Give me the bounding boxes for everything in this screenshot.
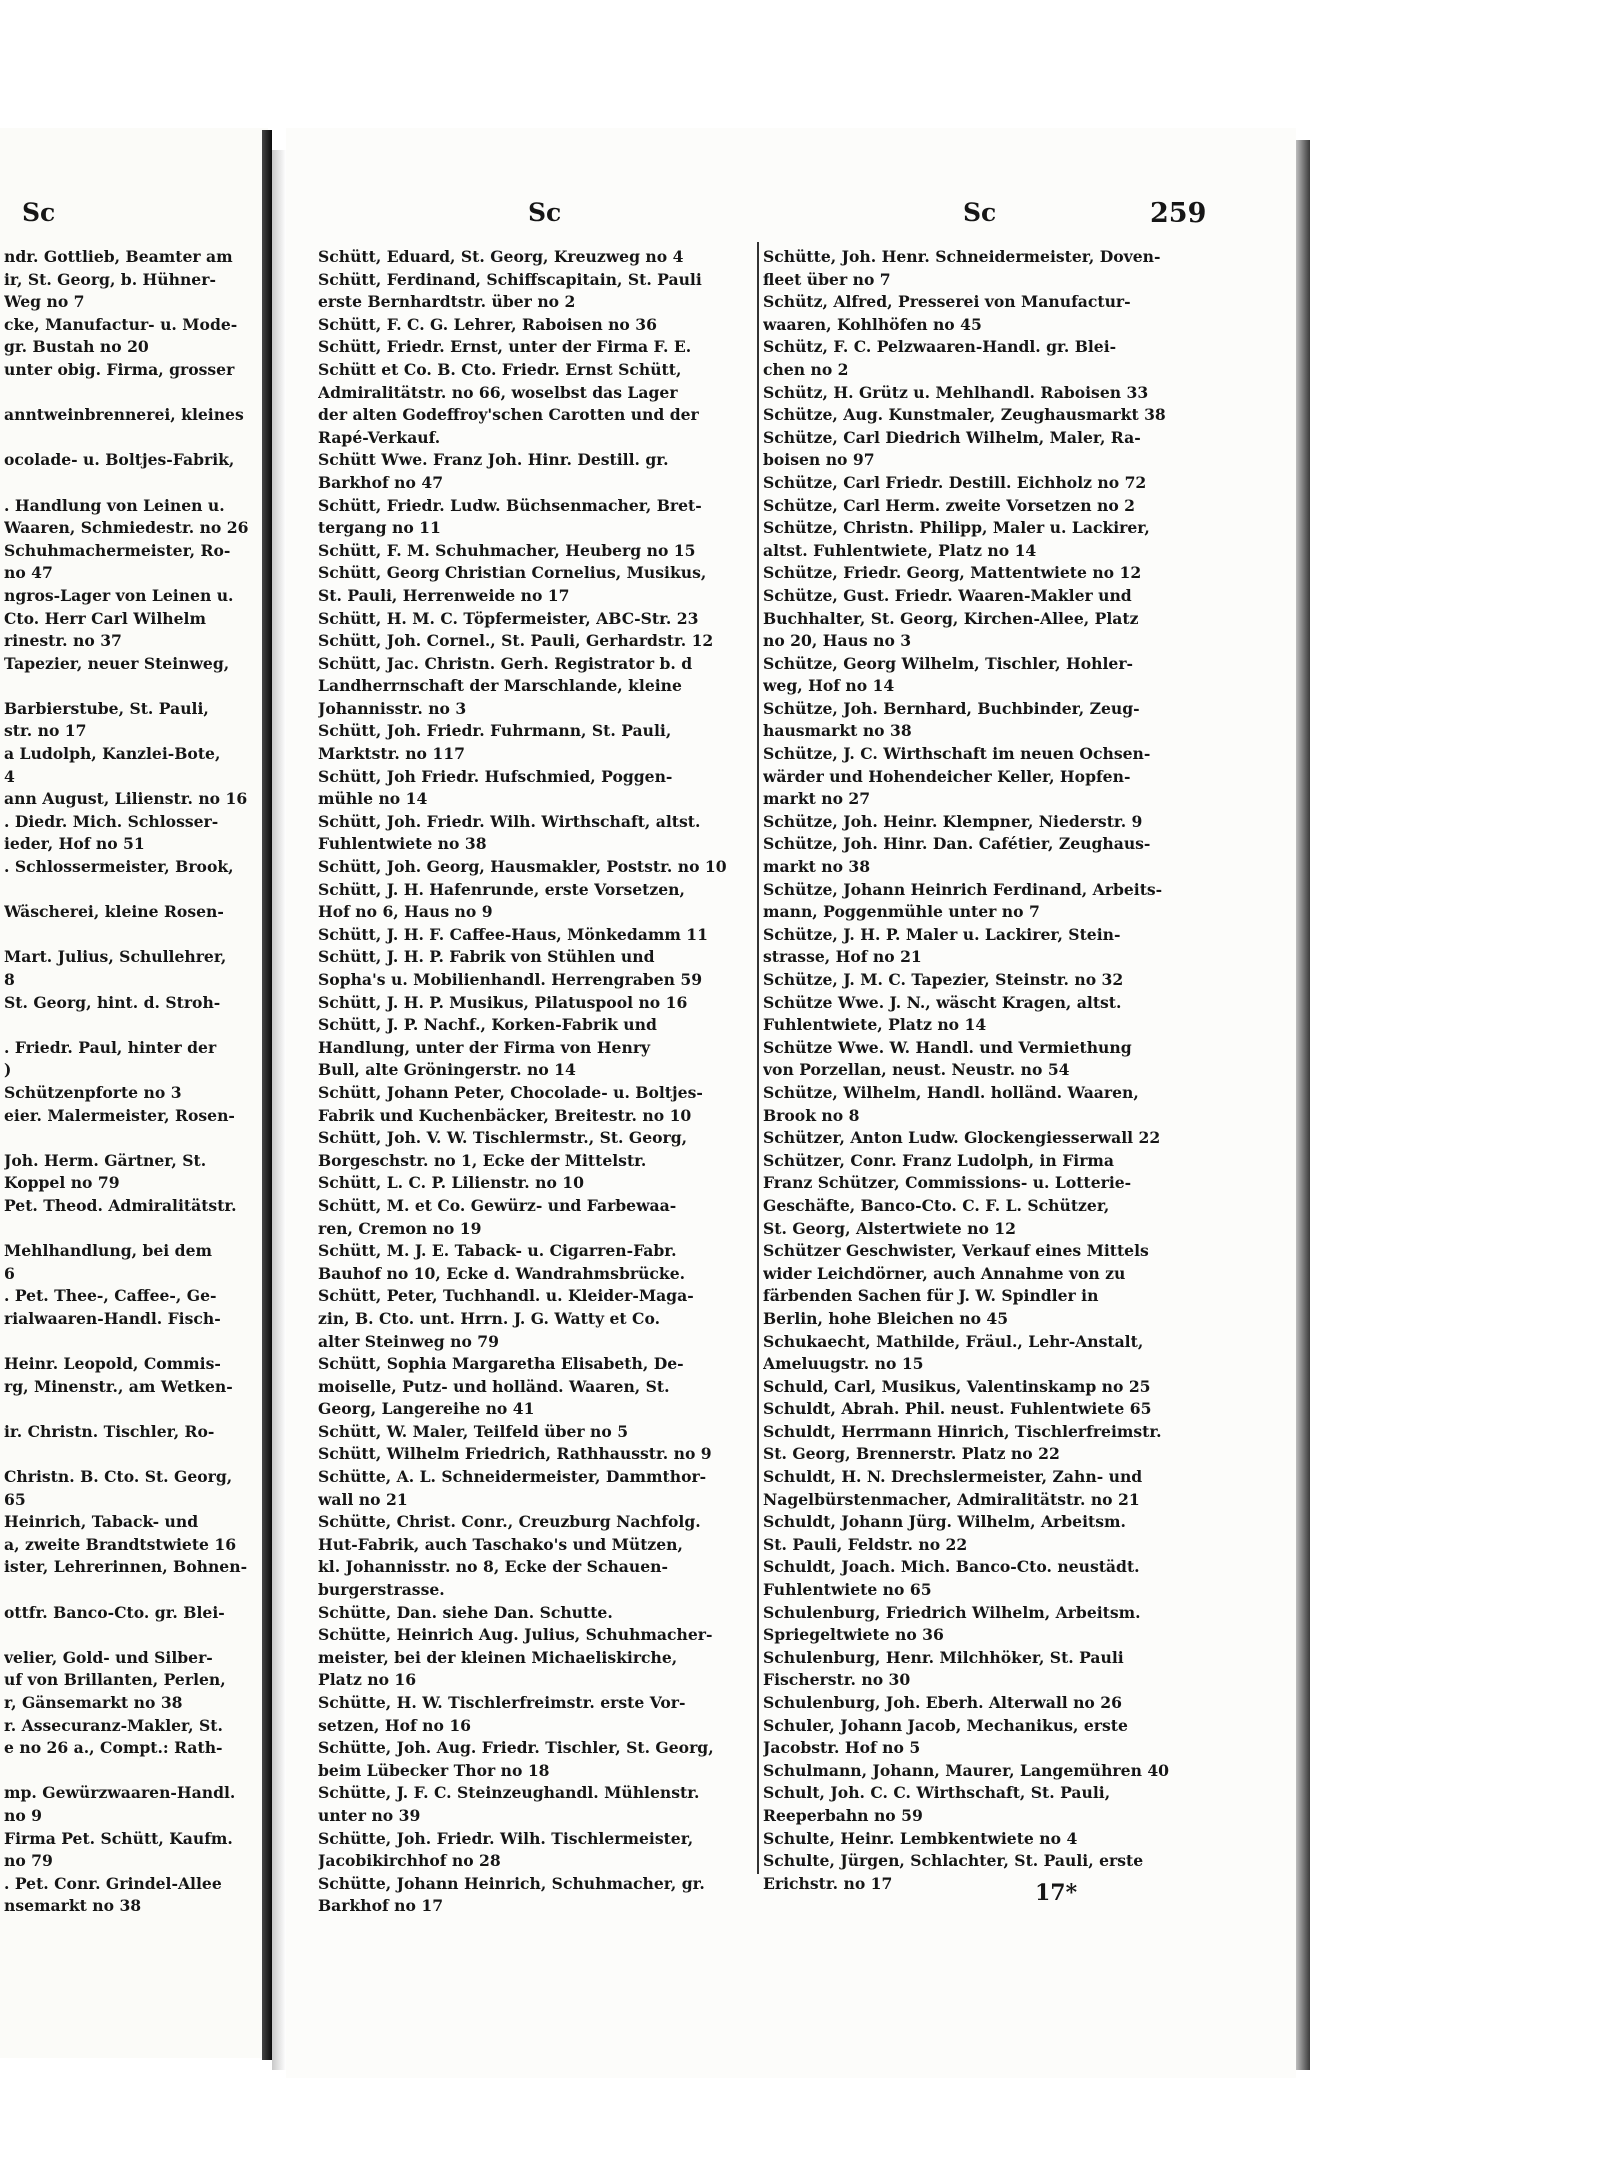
text-line: velier, Gold- und Silber- <box>4 1647 213 1667</box>
text-line: Schütze, Joh. Heinr. Klempner, Niederstr. 9 <box>763 811 1143 831</box>
text-line: Schütze Wwe. J. N., wäscht Kragen, altst. <box>763 992 1122 1012</box>
text-line: St. Georg, hint. d. Stroh- <box>4 992 221 1012</box>
text-line: zin, B. Cto. unt. Hrrn. J. G. Watty et Co. <box>318 1308 661 1328</box>
text-line: uf von Brillanten, Perlen, <box>4 1670 226 1690</box>
text-line: Schütt, Wilhelm Friedrich, Rathhausstr. no 9 <box>318 1444 712 1464</box>
text-line: Admiralitätstr. no 66, woselbst das Lager <box>318 382 678 402</box>
text-line: Tapezier, neuer Steinweg, <box>4 653 230 673</box>
text-line: Landherrnschaft der Marschlande, kleine <box>318 676 682 696</box>
left-page-header: Sc <box>22 198 56 227</box>
text-line <box>4 1624 258 1647</box>
text-line: Firma Pet. Schütt, Kaufm. <box>4 1828 233 1848</box>
text-line: Schütz, H. Grütz u. Mehlhandl. Raboisen 33 <box>763 382 1149 402</box>
text-line: Schütte, Joh. Friedr. Wilh. Tischlermeister, <box>318 1828 694 1848</box>
text-line: a, zweite Brandtstwiete 16 <box>4 1534 237 1554</box>
text-line: rinestr. no 37 <box>4 631 122 651</box>
text-line: . Friedr. Paul, hinter der <box>4 1037 217 1057</box>
text-line <box>4 1398 258 1421</box>
text-line: Schütte, A. L. Schneidermeister, Dammthor- <box>318 1467 707 1487</box>
text-line: Schützer, Anton Ludw. Glockengiesserwall 22 <box>763 1128 1161 1148</box>
text-line: Georg, Langereihe no 41 <box>318 1399 535 1419</box>
text-line: rialwaaren-Handl. Fisch- <box>4 1308 221 1328</box>
text-line: 8 <box>4 970 15 989</box>
text-line: e no 26 a., Compt.: Rath- <box>4 1738 223 1758</box>
text-line: unter obig. Firma, grosser <box>4 359 235 379</box>
text-line: Pet. Theod. Admiralitätstr. <box>4 1195 237 1215</box>
text-line: markt no 38 <box>763 857 871 877</box>
text-line: Schulenburg, Friedrich Wilhelm, Arbeitsm. <box>763 1602 1141 1622</box>
middle-column <box>318 246 756 1918</box>
text-line: Schütte, Joh. Aug. Friedr. Tischler, St. Georg, <box>318 1738 714 1758</box>
text-line: wall no 21 <box>318 1489 408 1509</box>
text-line: färbenden Sachen für J. W. Spindler in <box>763 1286 1099 1306</box>
text-line: Schütte, Heinrich Aug. Julius, Schuhmacher- <box>318 1625 713 1645</box>
text-line: str. no 17 <box>4 721 87 741</box>
text-line: no 9 <box>4 1805 43 1825</box>
text-line: weg, Hof no 14 <box>763 676 895 696</box>
text-line: Wäscherei, kleine Rosen- <box>4 902 224 922</box>
text-line: Berlin, hohe Bleichen no 45 <box>763 1308 1009 1328</box>
text-line: Koppel no 79 <box>4 1173 120 1193</box>
text-line: St. Georg, Alstertwiete no 12 <box>763 1218 1016 1238</box>
text-line: Christn. B. Cto. St. Georg, <box>4 1467 233 1487</box>
text-line: Platz no 16 <box>318 1670 417 1690</box>
text-line: Schütt, Friedr. Ludw. Büchsenmacher, Bret- <box>318 495 702 515</box>
text-line: Schütte, Joh. Henr. Schneidermeister, Doven- <box>763 247 1161 266</box>
text-line: Schütze Wwe. W. Handl. und Vermiethung <box>763 1037 1132 1057</box>
text-line: hausmarkt no 38 <box>763 721 912 741</box>
text-line <box>4 1760 258 1783</box>
center-header: Sc <box>528 198 562 227</box>
text-line: Schütt, Eduard, St. Georg, Kreuzweg no 4 <box>318 247 684 266</box>
text-line: Schütt, W. Maler, Teilfeld über no 5 <box>318 1421 629 1441</box>
text-line: Franz Schützer, Commissions- u. Lotterie- <box>763 1173 1132 1193</box>
text-line: nsemarkt no 38 <box>4 1896 142 1916</box>
text-line: ocolade- u. Boltjes-Fabrik, <box>4 450 235 470</box>
text-line: Schult, Joh. C. C. Wirthschaft, St. Pauli, <box>763 1783 1111 1803</box>
text-line: chen no 2 <box>763 359 849 379</box>
text-line: Schütze, Georg Wilhelm, Tischler, Hohler- <box>763 653 1134 673</box>
text-line: Schütze, Aug. Kunstmaler, Zeughausmarkt 38 <box>763 405 1166 425</box>
text-line: Schütt, F. C. G. Lehrer, Raboisen no 36 <box>318 314 657 334</box>
text-line: 65 <box>4 1489 26 1509</box>
text-line: Brook no 8 <box>763 1105 860 1125</box>
text-line: ngros-Lager von Leinen u. <box>4 585 234 605</box>
text-line: Schütt, J. P. Nachf., Korken-Fabrik und <box>318 1015 657 1035</box>
text-line: Schuldt, Abrah. Phil. neust. Fuhlentwiete 65 <box>763 1399 1152 1419</box>
text-line: kl. Johannisstr. no 8, Ecke der Schauen- <box>318 1557 668 1577</box>
text-line: St. Pauli, Herrenweide no 17 <box>318 585 570 605</box>
text-line <box>4 1014 258 1037</box>
left-column-fragment <box>4 246 258 1918</box>
text-line: r, Gänsemarkt no 38 <box>4 1693 183 1712</box>
text-line: Fuhlentwiete no 65 <box>763 1580 932 1600</box>
signature-mark: 17* <box>1035 1880 1078 1906</box>
text-line: mp. Gewürzwaaren-Handl. <box>4 1783 236 1803</box>
text-line: Barkhof no 17 <box>318 1896 444 1916</box>
text-line: strasse, Hof no 21 <box>763 947 922 967</box>
text-line: Schütte, Christ. Conr., Creuzburg Nachfolg. <box>318 1512 701 1532</box>
text-line: beim Lübecker Thor no 18 <box>318 1760 550 1780</box>
text-line: Schütt, Ferdinand, Schiffscapitain, St. Pauli <box>318 269 702 289</box>
text-line: Schütze, J. H. P. Maler u. Lackirer, Stein- <box>763 924 1121 944</box>
text-line: Schütze, Joh. Bernhard, Buchbinder, Zeug- <box>763 698 1140 718</box>
text-line: der alten Godeffroy'schen Carotten und der <box>318 405 699 425</box>
text-line: no 47 <box>4 563 53 583</box>
text-line: Schütt, Joh. Cornel., St. Pauli, Gerhardstr. 12 <box>318 631 714 651</box>
text-line <box>4 427 258 450</box>
text-line <box>4 675 258 698</box>
text-line: Schulenburg, Joh. Eberh. Alterwall no 26 <box>763 1693 1122 1712</box>
text-line: Schützer, Conr. Franz Ludolph, in Firma <box>763 1150 1115 1170</box>
text-line: wärder und Hohendeicher Keller, Hopfen- <box>763 766 1131 786</box>
text-line: Hut-Fabrik, auch Taschako's und Mützen, <box>318 1534 683 1554</box>
text-line: Schütt, Joh. V. W. Tischlermstr., St. Georg, <box>318 1128 688 1148</box>
text-line: Schütz, F. C. Pelzwaaren-Handl. gr. Blei- <box>763 337 1117 357</box>
text-line <box>4 1331 258 1354</box>
right-page-edge <box>1296 140 1310 2070</box>
text-line: . Diedr. Mich. Schlosser- <box>4 811 219 831</box>
text-line: Schuldt, H. N. Drechslermeister, Zahn- und <box>763 1467 1143 1487</box>
text-line: Fuhlentwiete, Platz no 14 <box>763 1015 987 1035</box>
text-line: Schütt, L. C. P. Lilienstr. no 10 <box>318 1173 584 1193</box>
text-line: Schütt, Georg Christian Cornelius, Musikus, <box>318 563 707 583</box>
text-line: Fuhlentwiete no 38 <box>318 834 487 854</box>
text-line: Schütz, Alfred, Presserei von Manufactur- <box>763 292 1131 312</box>
text-line: mühle no 14 <box>318 789 428 809</box>
text-line: Jacobstr. Hof no 5 <box>763 1738 921 1758</box>
text-line: Schütt, Jac. Christn. Gerh. Registrator b. d <box>318 653 693 673</box>
text-line: meister, bei der kleinen Michaeliskirche, <box>318 1647 678 1667</box>
text-line: Schütze, Carl Friedr. Destill. Eichholz no 72 <box>763 472 1147 492</box>
text-line: Nagelbürstenmacher, Admiralitätstr. no 21 <box>763 1489 1140 1509</box>
text-line: Spriegeltwiete no 36 <box>763 1625 944 1645</box>
text-line: . Pet. Thee-, Caffee-, Ge- <box>4 1286 217 1306</box>
text-line: Schütze, Carl Herm. zweite Vorsetzen no 2 <box>763 495 1136 515</box>
text-line: Schütt, J. H. P. Musikus, Pilatuspool no 16 <box>318 992 688 1012</box>
text-line: ann August, Lilienstr. no 16 <box>4 789 248 809</box>
text-line: Schütt, Joh. Friedr. Fuhrmann, St. Pauli, <box>318 721 672 741</box>
text-line: mann, Poggenmühle unter no 7 <box>763 902 1040 922</box>
text-line: Schuldt, Herrmann Hinrich, Tischlerfreimstr. <box>763 1421 1162 1441</box>
text-line: St. Georg, Brennerstr. Platz no 22 <box>763 1444 1060 1464</box>
text-line: Schütt, Joh. Friedr. Wilh. Wirthschaft, altst. <box>318 811 701 831</box>
text-line: Heinr. Leopold, Commis- <box>4 1354 221 1374</box>
right-column <box>763 246 1203 1895</box>
text-line: Rapé-Verkauf. <box>318 427 441 447</box>
text-line: Schütt, F. M. Schuhmacher, Heuberg no 15 <box>318 540 696 560</box>
text-line: ) <box>4 1060 12 1080</box>
text-line: von Porzellan, neust. Neustr. no 54 <box>763 1060 1070 1080</box>
text-line: Weg no 7 <box>4 292 85 312</box>
text-line: Heinrich, Taback- und <box>4 1512 199 1532</box>
text-line <box>4 1443 258 1466</box>
text-line: Schütt, M. et Co. Gewürz- und Farbewaa- <box>318 1195 677 1215</box>
text-line <box>4 1127 258 1150</box>
text-line: Cto. Herr Carl Wilhelm <box>4 608 206 628</box>
text-line: Schütze, J. C. Wirthschaft im neuen Ochsen- <box>763 744 1151 764</box>
text-line: Handlung, unter der Firma von Henry <box>318 1037 651 1057</box>
text-line <box>4 1218 258 1241</box>
text-line: Schützenpforte no 3 <box>4 1082 182 1102</box>
text-line: gr. Bustah no 20 <box>4 337 149 357</box>
text-line: ndr. Gottlieb, Beamter am <box>4 247 233 266</box>
text-line: Schütze, Wilhelm, Handl. holländ. Waaren, <box>763 1082 1139 1102</box>
text-line: Schuldt, Johann Jürg. Wilhelm, Arbeitsm. <box>763 1512 1126 1532</box>
text-line: alter Steinweg no 79 <box>318 1331 499 1351</box>
text-line: Schütt, H. M. C. Töpfermeister, ABC-Str. 23 <box>318 608 699 628</box>
text-line: Joh. Herm. Gärtner, St. <box>4 1150 207 1170</box>
text-line: Schuhmachermeister, Ro- <box>4 540 231 560</box>
text-line: r. Assecuranz-Makler, St. <box>4 1715 223 1735</box>
text-line <box>4 382 258 405</box>
text-line: Mehlhandlung, bei dem <box>4 1241 212 1261</box>
text-line: Schütte, Johann Heinrich, Schuhmacher, gr. <box>318 1873 705 1893</box>
text-line: . Pet. Conr. Grindel-Allee <box>4 1873 222 1893</box>
text-line <box>4 879 258 902</box>
page-number: 259 <box>1150 198 1207 229</box>
text-line: Schütt, Peter, Tuchhandl. u. Kleider-Maga- <box>318 1286 694 1306</box>
text-line: 4 <box>4 766 15 786</box>
text-line: Schukaecht, Mathilde, Fräul., Lehr-Anstalt, <box>763 1331 1144 1351</box>
text-line: Schütt, Joh. Georg, Hausmakler, Poststr. no 10 <box>318 857 727 877</box>
text-line: fleet über no 7 <box>763 269 891 289</box>
text-line: tergang no 11 <box>318 518 441 538</box>
text-line: Schütze, Joh. Hinr. Dan. Cafétier, Zeughaus- <box>763 834 1151 854</box>
text-line: 6 <box>4 1263 15 1283</box>
text-line: altst. Fuhlentwiete, Platz no 14 <box>763 540 1037 560</box>
text-line: Fabrik und Kuchenbäcker, Breitestr. no 10 <box>318 1105 692 1125</box>
text-line: Jacobikirchhof no 28 <box>318 1851 501 1871</box>
text-line: ir. Christn. Tischler, Ro- <box>4 1421 215 1441</box>
right-header: Sc <box>963 198 997 227</box>
text-line: Schütt Wwe. Franz Joh. Hinr. Destill. gr. <box>318 450 669 470</box>
text-line: Schütze, Christn. Philipp, Maler u. Lackirer, <box>763 518 1150 538</box>
text-line: moiselle, Putz- und holländ. Waaren, St. <box>318 1376 670 1396</box>
text-line: no 20, Haus no 3 <box>763 631 912 651</box>
text-line: Schulte, Jürgen, Schlachter, St. Pauli, erste <box>763 1851 1144 1871</box>
text-line: wider Leichdörner, auch Annahme von zu <box>763 1263 1126 1283</box>
text-line: Borgeschstr. no 1, Ecke der Mittelstr. <box>318 1150 647 1170</box>
text-line: Schütte, Dan. siehe Dan. Schutte. <box>318 1602 613 1622</box>
text-line: Schuler, Johann Jacob, Mechanikus, erste <box>763 1715 1128 1735</box>
text-line: Schütt, Johann Peter, Chocolade- u. Boltjes- <box>318 1082 703 1102</box>
text-line: Schulenburg, Henr. Milchhöker, St. Pauli <box>763 1647 1124 1667</box>
text-line: Reeperbahn no 59 <box>763 1805 923 1825</box>
text-line: Schütze, Gust. Friedr. Waaren-Makler und <box>763 585 1132 605</box>
text-line: Schütt, Friedr. Ernst, unter der Firma F. E. <box>318 337 692 357</box>
left-page-edge <box>262 130 272 2060</box>
text-line: Schuld, Carl, Musikus, Valentinskamp no 25 <box>763 1376 1151 1396</box>
text-line: ister, Lehrerinnen, Bohnen- <box>4 1557 248 1577</box>
text-line: Schütt, J. H. P. Fabrik von Stühlen und <box>318 947 655 967</box>
text-line: Fischerstr. no 30 <box>763 1670 911 1690</box>
text-line: Schütze, Friedr. Georg, Mattentwiete no 12 <box>763 563 1142 583</box>
text-line: Schütze, Carl Diedrich Wilhelm, Maler, Ra- <box>763 427 1141 447</box>
gutter-shadow <box>272 150 286 2070</box>
text-line: Schulte, Heinr. Lembkentwiete no 4 <box>763 1828 1078 1848</box>
text-line: burgerstrasse. <box>318 1580 445 1600</box>
text-line: ieder, Hof no 51 <box>4 834 145 854</box>
text-line <box>4 472 258 495</box>
text-line: Geschäfte, Banco-Cto. C. F. L. Schützer, <box>763 1195 1110 1215</box>
text-line: Schütte, J. F. C. Steinzeughandl. Mühlenstr. <box>318 1783 700 1803</box>
text-line: Sopha's u. Mobilienhandl. Herrengraben 59 <box>318 970 703 989</box>
text-line: erste Bernhardtstr. über no 2 <box>318 292 576 312</box>
text-line <box>4 924 258 947</box>
text-line: Buchhalter, St. Georg, Kirchen-Allee, Platz <box>763 608 1139 628</box>
text-line: unter no 39 <box>318 1805 421 1825</box>
text-line: Schütt, Joh Friedr. Hufschmied, Poggen- <box>318 766 673 786</box>
text-line: . Handlung von Leinen u. <box>4 495 225 515</box>
text-line: Schütt et Co. B. Cto. Friedr. Ernst Schütt, <box>318 359 682 379</box>
text-line: cke, Manufactur- u. Mode- <box>4 314 238 334</box>
text-line: no 79 <box>4 1851 53 1871</box>
text-line: Schulmann, Johann, Maurer, Langemühren 40 <box>763 1760 1170 1780</box>
text-line: ren, Cremon no 19 <box>318 1218 482 1238</box>
text-line: anntweinbrennerei, kleines <box>4 405 244 425</box>
text-line: ottfr. Banco-Cto. gr. Blei- <box>4 1602 225 1622</box>
text-line: Schütt, J. H. Hafenrunde, erste Vorsetzen, <box>318 879 685 899</box>
column-rule <box>757 242 759 1874</box>
text-line: Barbierstube, St. Pauli, <box>4 698 209 718</box>
text-line: Schütt, Sophia Margaretha Elisabeth, De- <box>318 1354 684 1374</box>
text-line: Schuldt, Joach. Mich. Banco-Cto. neustädt. <box>763 1557 1140 1577</box>
text-line: Bull, alte Gröningerstr. no 14 <box>318 1060 576 1080</box>
text-line: Barkhof no 47 <box>318 472 444 492</box>
text-line: eier. Malermeister, Rosen- <box>4 1105 235 1125</box>
text-line: Schütt, J. H. F. Caffee-Haus, Mönkedamm 11 <box>318 924 708 944</box>
text-line: St. Pauli, Feldstr. no 22 <box>763 1534 968 1554</box>
text-line: Hof no 6, Haus no 9 <box>318 902 493 922</box>
text-line: Erichstr. no 17 <box>763 1873 893 1893</box>
text-line <box>4 1579 258 1602</box>
text-line: Schütte, H. W. Tischlerfreimstr. erste Vor- <box>318 1693 686 1712</box>
text-line: Mart. Julius, Schullehrer, <box>4 947 227 967</box>
text-line: boisen no 97 <box>763 450 875 470</box>
text-line: Schütze, J. M. C. Tapezier, Steinstr. no 32 <box>763 970 1124 989</box>
text-line: Johannisstr. no 3 <box>318 698 467 718</box>
text-line: ir, St. Georg, b. Hühner- <box>4 269 216 289</box>
text-line: Ameluugstr. no 15 <box>763 1354 924 1374</box>
text-line: Schützer Geschwister, Verkauf eines Mittels <box>763 1241 1149 1261</box>
text-line: Bauhof no 10, Ecke d. Wandrahmsbrücke. <box>318 1263 686 1283</box>
text-line: rg, Minenstr., am Wetken- <box>4 1376 233 1396</box>
text-line: Schütze, Johann Heinrich Ferdinand, Arbeits- <box>763 879 1163 899</box>
text-line: markt no 27 <box>763 789 871 809</box>
text-line: Schütt, M. J. E. Taback- u. Cigarren-Fabr. <box>318 1241 677 1261</box>
text-line: Waaren, Schmiedestr. no 26 <box>4 518 249 538</box>
text-line: Marktstr. no 117 <box>318 744 465 764</box>
text-line: waaren, Kohlhöfen no 45 <box>763 314 982 334</box>
text-line: . Schlossermeister, Brook, <box>4 857 234 877</box>
left-page <box>0 128 268 2058</box>
text-line: a Ludolph, Kanzlei-Bote, <box>4 744 221 764</box>
text-line: setzen, Hof no 16 <box>318 1715 472 1735</box>
